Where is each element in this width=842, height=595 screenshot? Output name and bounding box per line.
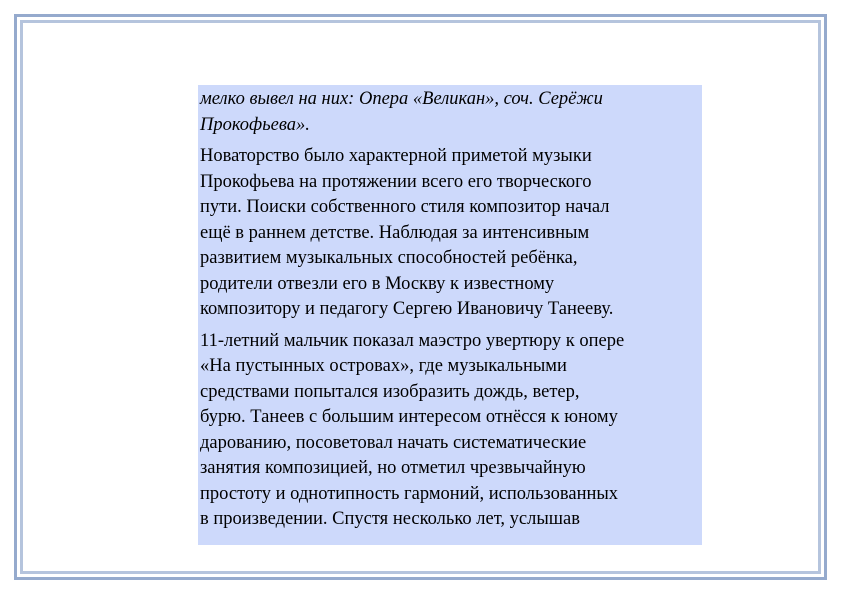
text-line: родители отвезли его в Москву к известному [200, 273, 555, 294]
text-line: «На пустынных островах», где музыкальными [200, 356, 567, 376]
text-line: Новаторство было характерной приметой музыки [200, 146, 592, 166]
paragraph-innovation [198, 144, 702, 323]
text-line: композитору и педагогу Сергею Ивановичу Танееву. [200, 299, 614, 319]
text-line: 11-летний мальчик показал маэстро увертюру к опере [200, 330, 625, 351]
paragraph-taneyev [198, 329, 702, 533]
text-line: Прокофьева на протяжении всего его творческого [200, 171, 592, 192]
paragraph-quote [198, 87, 702, 138]
text-line: простоту и однотипность гармоний, использованных [200, 483, 619, 504]
text-line: бурю. Танеев с большим интересом отнёсся к юному [200, 407, 618, 427]
text-line: мелко вывел на них: Опера «Великан», соч. Серёжи [200, 89, 603, 109]
text-block [198, 85, 702, 545]
text-line: средствами попытался изобразить дождь, ветер, [200, 381, 580, 402]
text-line: пути. Поиски собственного стиля композитор начал [200, 197, 610, 217]
text-line: ещё в раннем детстве. Наблюдая за интенсивным [200, 222, 590, 243]
text-line: в произведении. Спустя несколько лет, услышав [200, 509, 580, 529]
text-line: занятия композицией, но отметил чрезвычайную [200, 458, 586, 478]
text-line: развитием музыкальных способностей ребёнка, [200, 248, 578, 268]
text-line: Прокофьева». [200, 114, 310, 135]
text-line: дарованию, посоветовал начать систематические [200, 432, 587, 453]
